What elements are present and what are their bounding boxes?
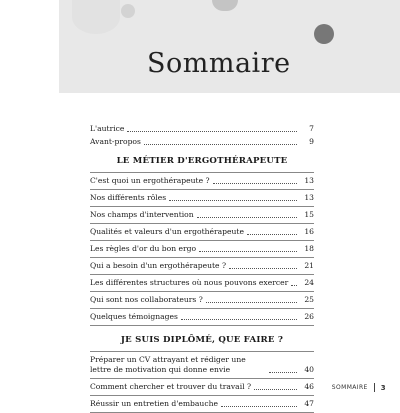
toc-entry-label: Nos champs d'intervention bbox=[90, 210, 194, 219]
toc-entry[interactable] bbox=[90, 258, 314, 275]
toc-entry[interactable] bbox=[90, 124, 314, 134]
toc-entry[interactable] bbox=[90, 292, 314, 309]
toc-entry[interactable] bbox=[90, 309, 314, 326]
page-footer bbox=[332, 383, 386, 392]
page-title: Sommaire bbox=[147, 48, 291, 79]
leader-dots bbox=[144, 144, 297, 145]
toc-entry-page: 26 bbox=[304, 312, 314, 321]
toc-entry-page: 25 bbox=[304, 295, 314, 304]
leader-dots bbox=[127, 131, 297, 132]
toc-entry-label: Qualités et valeurs d'un ergothérapeute bbox=[90, 227, 244, 236]
decorative-circle bbox=[72, 0, 120, 34]
toc-entry-label: Nos différents rôles bbox=[90, 193, 167, 202]
leader-dots bbox=[269, 372, 297, 373]
leader-dots bbox=[213, 183, 297, 184]
leader-dots bbox=[229, 268, 297, 269]
toc-entry-label: Les différentes structures où nous pouvons exercer bbox=[90, 278, 289, 287]
leader-dots bbox=[247, 234, 297, 235]
toc-entry-label: Comment chercher et trouver du travail ? bbox=[90, 382, 252, 391]
leader-dots bbox=[169, 200, 297, 201]
toc-entry[interactable] bbox=[90, 379, 314, 396]
toc-entry[interactable] bbox=[90, 207, 314, 224]
toc-entry-label: Préparer un CV attrayant et rédiger une lettre de motivation qui donne envie bbox=[90, 355, 246, 374]
leader-dots bbox=[206, 302, 297, 303]
toc-entry[interactable] bbox=[90, 241, 314, 258]
section-heading: LE MÉTIER D'ERGOTHÉRAPEUTE bbox=[116, 156, 288, 166]
toc-entry-label: Les règles d'or du bon ergo bbox=[90, 244, 197, 253]
toc-entry-page: 13 bbox=[304, 176, 314, 185]
toc-entry-page: 24 bbox=[304, 278, 314, 287]
toc-entry-page: 47 bbox=[304, 399, 314, 408]
toc-entry-page: 16 bbox=[304, 227, 314, 236]
toc-entry-page: 13 bbox=[304, 193, 314, 202]
toc-entry-page: 18 bbox=[304, 244, 314, 253]
leader-dots bbox=[221, 406, 297, 407]
toc-entry[interactable] bbox=[90, 275, 314, 292]
toc-entry-label: Quelques témoignages bbox=[90, 312, 178, 321]
leader-dots bbox=[291, 285, 297, 286]
leader-dots bbox=[199, 251, 297, 252]
toc-entry-label: Qui a besoin d'un ergothérapeute ? bbox=[90, 261, 227, 270]
toc-entry[interactable] bbox=[90, 396, 314, 413]
page-number: 3 bbox=[380, 383, 386, 392]
toc-entry[interactable] bbox=[90, 224, 314, 241]
decorative-circle bbox=[121, 4, 135, 18]
footer-divider bbox=[374, 383, 375, 392]
toc-entry[interactable] bbox=[90, 172, 314, 190]
table-of-contents bbox=[90, 124, 314, 413]
toc-entry-label: Qui sont nos collaborateurs ? bbox=[90, 295, 203, 304]
toc-entry[interactable] bbox=[90, 351, 314, 379]
toc-entry[interactable] bbox=[90, 190, 314, 207]
toc-entry-label: C'est quoi un ergothérapeute ? bbox=[90, 176, 210, 185]
toc-entry-label: L'autrice bbox=[90, 124, 125, 133]
section-heading: JE SUIS DIPLÔMÉ, QUE FAIRE ? bbox=[120, 335, 284, 345]
toc-entry-page: 40 bbox=[304, 365, 314, 374]
leader-dots bbox=[197, 217, 297, 218]
toc-entry-page: 15 bbox=[304, 210, 314, 219]
toc-entry-page: 21 bbox=[304, 261, 314, 270]
toc-entry-page: 46 bbox=[304, 382, 314, 391]
toc-entry-page: 7 bbox=[309, 124, 314, 133]
leader-dots bbox=[254, 389, 297, 390]
toc-entry-label: Avant-propos bbox=[90, 137, 141, 146]
toc-entry[interactable] bbox=[90, 137, 314, 147]
toc-entry-label: Réussir un entretien d'embauche bbox=[90, 399, 218, 408]
toc-entry-page: 9 bbox=[309, 137, 314, 146]
leader-dots bbox=[181, 319, 297, 320]
decorative-circle bbox=[314, 24, 334, 44]
footer-section-label: SOMMAIRE bbox=[331, 384, 368, 391]
